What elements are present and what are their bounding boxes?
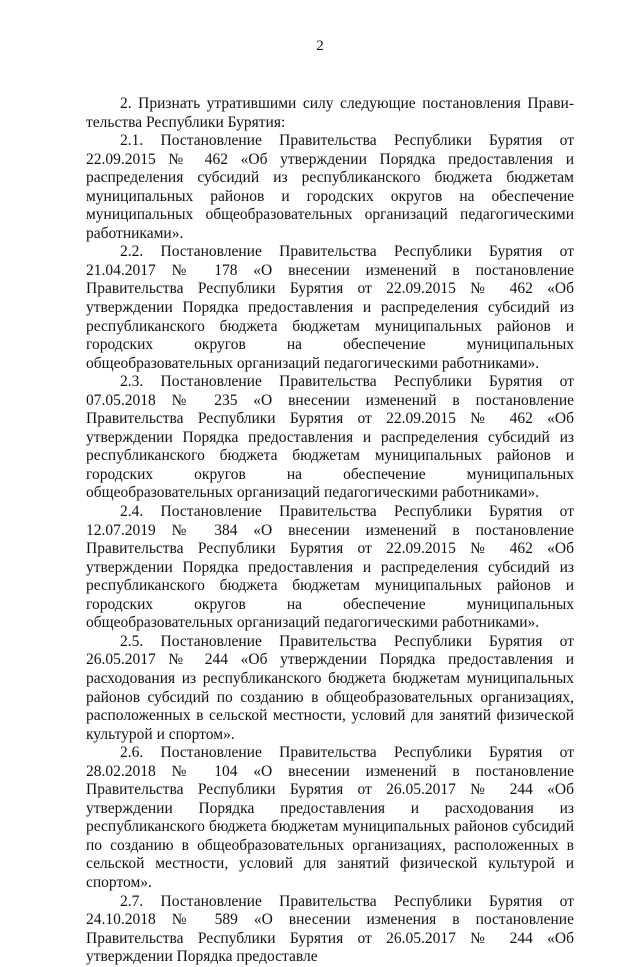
paragraph-item-2: 2. Признать утратившими силу следующие постановления Правительства Республики Бурятия: xyxy=(86,95,574,131)
paragraph-item-2-1: 2.1. Постановление Правительства Республики Бурятия от 22.09.2015 № 462 «Об утверждении Порядка предоставления и распределения субсидий из республиканского бюджета бюджетам муниципальных районов и городских округов на обеспечение муниципальных общеобразовательных организаций педагогическими работниками». xyxy=(86,132,574,242)
paragraph-item-2-5: 2.5. Постановление Правительства Республики Бурятия от 26.05.2017 № 244 «Об утверждении Порядка предоставления и расходования из республиканского бюджета бюджетам муниципальных районов субсидий по созданию в общеобразовательных организациях, расположенных в сельской местности, условий для занятий физической культурой и спортом». xyxy=(86,632,574,743)
page-number: 2 xyxy=(316,38,324,54)
paragraph-item-2-2: 2.2. Постановление Правительства Республики Бурятия от 21.04.2017 № 178 «О внесении изменений в постановление Правительства Республики Бурятия от 22.09.2015 № 462 «Об утверждении Порядка предоставления и распределения субсидий из республиканского бюджета бюджетам муниципальных районов и городских округов на обеспечение муниципальных общеобразовательных организаций педагогическими работниками». xyxy=(86,243,574,372)
paragraph-item-2-3: 2.3. Постановление Правительства Республики Бурятия от 07.05.2018 № 235 «О внесении изменений в постановление Правительства Республики Бурятия от 22.09.2015 № 462 «Об утверждении Порядка предоставления и распределения субсидий из республиканского бюджета бюджетам муниципальных районов и городских округов на обеспечение муниципальных общеобразовательных организаций педагогическими работниками». xyxy=(86,373,574,502)
paragraph-item-2-4: 2.4. Постановление Правительства Республики Бурятия от 12.07.2019 № 384 «О внесении изменений в постановление Правительства Республики Бурятия от 22.09.2015 № 462 «Об утверждении Порядка предоставления и распределения субсидий из республиканского бюджета бюджетам муниципальных районов и городских округов на обеспечение муниципальных общеобразовательных организаций педагогическими работниками». xyxy=(86,503,574,632)
document-body xyxy=(86,95,574,967)
paragraph-item-2-6: 2.6. Постановление Правительства Республики Бурятия от 28.02.2018 № 104 «О внесении изменений в постановление Правительства Республики Бурятия от 26.05.2017 № 244 «Об утверждении Порядка предоставления и расходования из республиканского бюджета бюджетам муниципальных районов субсидий по созданию в общеобразовательных организациях, расположенных в сельской местности, условий для занятий физической культурой и спортом». xyxy=(86,744,574,891)
paragraph-item-2-7: 2.7. Постановление Правительства Республики Бурятия от 24.10.2018 № 589 «О внесении изменения в постановление Правительства Республики Бурятия от 26.05.2017 № 244 «Об утверждении Порядка предоставле xyxy=(86,892,574,966)
